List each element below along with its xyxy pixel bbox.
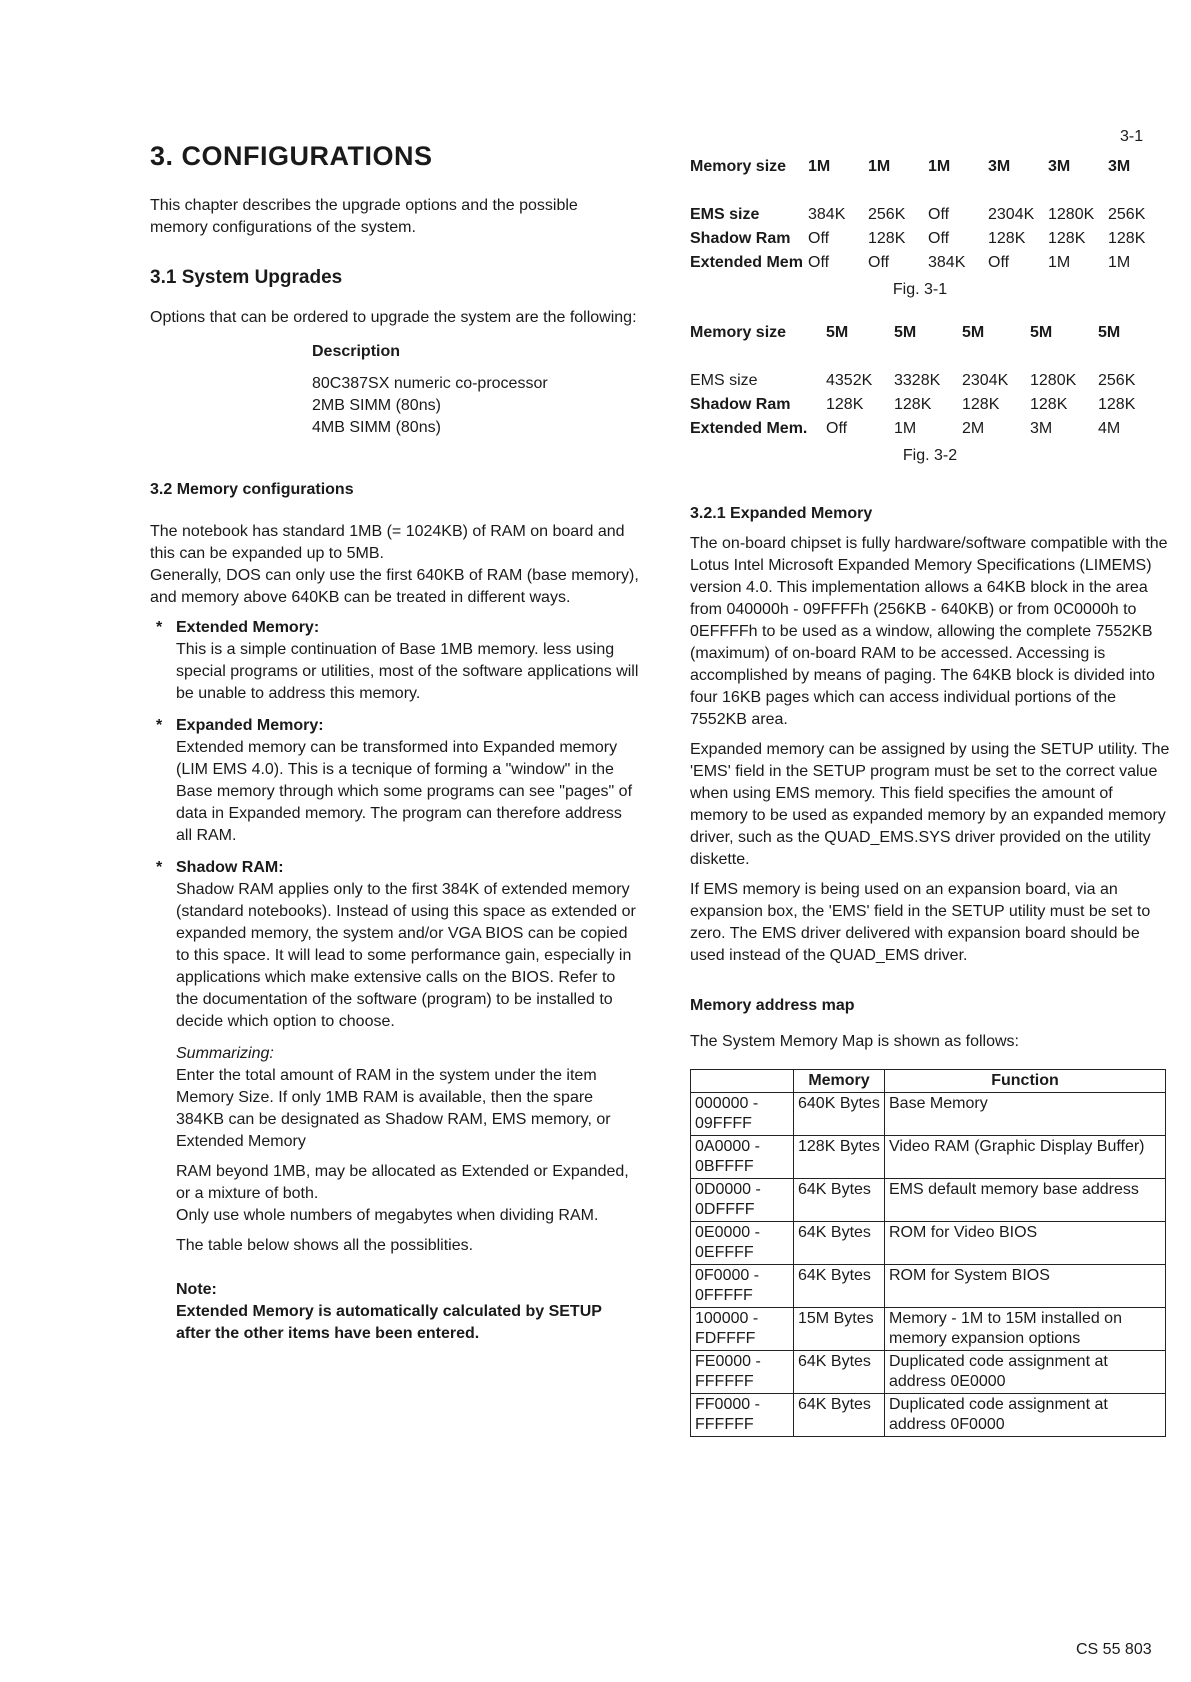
cell: 1M bbox=[894, 420, 917, 437]
cell: Off bbox=[928, 206, 950, 223]
ems-row bbox=[690, 203, 1158, 227]
bullet-expanded bbox=[150, 715, 640, 847]
table-row bbox=[691, 1351, 1166, 1394]
cell: 3M bbox=[1030, 420, 1053, 437]
col-address bbox=[691, 1070, 794, 1093]
cell: 128K bbox=[962, 396, 1000, 413]
bullet-star: * bbox=[156, 619, 163, 636]
bullet-title: Extended Memory: bbox=[176, 619, 320, 636]
expanded-p2: Expanded memory can be assigned by using the SETUP utility. The 'EMS' field in the SETUP program must be set to the correct value when using EMS memory. This field specifies the amount of memory to be used as expanded memory by an expanded memory driver, such as the QUAD_EMS.SYS driver provided on the utility diskette. bbox=[690, 741, 1170, 868]
cell: Off bbox=[988, 254, 1010, 271]
cell: 384K bbox=[928, 254, 966, 271]
mem-cell: 64K Bytes bbox=[794, 1222, 885, 1265]
cell: 5M bbox=[962, 324, 985, 341]
addr-cell: 0A0000 - 0BFFFF bbox=[691, 1136, 794, 1179]
ems-label: EMS size bbox=[690, 372, 758, 389]
cell: 1M bbox=[928, 158, 951, 175]
cell: 1M bbox=[1108, 254, 1131, 271]
upgrade-item: 80C387SX numeric co-processor bbox=[312, 375, 548, 392]
bullet-text: Shadow RAM applies only to the first 384K of extended memory (standard notebooks). Instead of using this space as extended or expanded memory, the system and/or VGA BIOS can be copied to this space. It will lead to some performance gain, especially in applications which make extensive calls on the BIOS. Refer to the documentation of the software (program) to be installed to decide which option to choose. bbox=[176, 881, 636, 1030]
cell: Off bbox=[928, 230, 950, 247]
right-column bbox=[690, 155, 1170, 1437]
cell: 4352K bbox=[826, 372, 873, 389]
col-memory: Memory bbox=[794, 1070, 885, 1093]
extended-label: Extended Mem. bbox=[690, 420, 808, 437]
extended-row bbox=[690, 251, 1158, 275]
fig-caption-2: Fig. 3-2 bbox=[902, 447, 958, 464]
upgrade-list bbox=[312, 341, 640, 439]
cell: 256K bbox=[1098, 372, 1136, 389]
memsize-row bbox=[690, 155, 1158, 179]
cell: 2304K bbox=[962, 372, 1009, 389]
cell: 5M bbox=[1098, 324, 1121, 341]
table-row bbox=[691, 1222, 1166, 1265]
memory-config-table-2 bbox=[690, 321, 1148, 441]
shadow-label: Shadow Ram bbox=[690, 396, 791, 413]
summary-block bbox=[150, 1043, 640, 1257]
upgrade-item: 2MB SIMM (80ns) bbox=[312, 397, 441, 414]
mem-cell: 15M Bytes bbox=[794, 1308, 885, 1351]
shadow-row bbox=[690, 227, 1158, 251]
func-cell: Duplicated code assignment at address 0E0000 bbox=[885, 1351, 1166, 1394]
bullet-extended bbox=[150, 617, 640, 705]
bullet-title: Shadow RAM: bbox=[176, 859, 284, 876]
cell: 5M bbox=[894, 324, 917, 341]
upgrade-desc-header: Description bbox=[312, 343, 401, 360]
cell: 256K bbox=[1108, 206, 1146, 223]
memconf-p1: The notebook has standard 1MB (= 1024KB) of RAM on board and this can be expanded up to 5MB. bbox=[150, 523, 625, 562]
memmap-intro: The System Memory Map is shown as follows: bbox=[690, 1033, 1019, 1050]
cell: 4M bbox=[1098, 420, 1121, 437]
bullet-title: Expanded Memory: bbox=[176, 717, 324, 734]
addr-cell: FE0000 - FFFFFF bbox=[691, 1351, 794, 1394]
func-cell: Memory - 1M to 15M installed on memory expansion options bbox=[885, 1308, 1166, 1351]
cell: 128K bbox=[894, 396, 932, 413]
summary-p4: The table below shows all the possiblities. bbox=[176, 1237, 474, 1254]
addr-cell: 000000 - 09FFFF bbox=[691, 1093, 794, 1136]
cell: 1M bbox=[1048, 254, 1071, 271]
mem-cell: 64K Bytes bbox=[794, 1351, 885, 1394]
cell: 1M bbox=[868, 158, 891, 175]
cell: 1M bbox=[808, 158, 831, 175]
cell: 256K bbox=[868, 206, 906, 223]
addr-cell: 0F0000 - 0FFFFF bbox=[691, 1265, 794, 1308]
note-text: Extended Memory is automatically calculated by SETUP after the other items have been entered. bbox=[176, 1303, 602, 1342]
bullet-star: * bbox=[156, 859, 163, 876]
memsize-label: Memory size bbox=[690, 324, 787, 341]
ems-row bbox=[690, 369, 1148, 393]
cell: 1280K bbox=[1048, 206, 1095, 223]
bullet-shadow bbox=[150, 857, 640, 1033]
summary-p3: Only use whole numbers of megabytes when dividing RAM. bbox=[176, 1207, 599, 1224]
memconf-p2: Generally, DOS can only use the first 640KB of RAM (base memory), and memory above 640KB can be treated in different ways. bbox=[150, 567, 639, 606]
memsize-row bbox=[690, 321, 1148, 345]
mem-cell: 64K Bytes bbox=[794, 1394, 885, 1437]
func-cell: EMS default memory base address bbox=[885, 1179, 1166, 1222]
addr-cell: 100000 - FDFFFF bbox=[691, 1308, 794, 1351]
table-row bbox=[691, 1136, 1166, 1179]
func-cell: ROM for System BIOS bbox=[885, 1265, 1166, 1308]
shadow-label: Shadow Ram bbox=[690, 230, 791, 247]
cell: 384K bbox=[808, 206, 846, 223]
table-row bbox=[691, 1265, 1166, 1308]
cell: Off bbox=[808, 230, 830, 247]
func-cell: Base Memory bbox=[885, 1093, 1166, 1136]
mem-cell: 128K Bytes bbox=[794, 1136, 885, 1179]
upgrades-heading: 3.1 System Upgrades bbox=[150, 267, 343, 288]
mem-cell: 64K Bytes bbox=[794, 1179, 885, 1222]
cell: Off bbox=[808, 254, 830, 271]
cell: 2304K bbox=[988, 206, 1035, 223]
chapter-title: 3. CONFIGURATIONS bbox=[150, 141, 433, 171]
upgrades-intro: Options that can be ordered to upgrade the system are the following: bbox=[150, 309, 637, 326]
mem-cell: 64K Bytes bbox=[794, 1265, 885, 1308]
memmap-header-row bbox=[691, 1070, 1166, 1093]
addr-cell: 0D0000 - 0DFFFF bbox=[691, 1179, 794, 1222]
addr-cell: 0E0000 - 0EFFFF bbox=[691, 1222, 794, 1265]
table-row bbox=[691, 1394, 1166, 1437]
cell: 5M bbox=[826, 324, 849, 341]
cell: 128K bbox=[1048, 230, 1086, 247]
func-cell: ROM for Video BIOS bbox=[885, 1222, 1166, 1265]
func-cell: Duplicated code assignment at address 0F0000 bbox=[885, 1394, 1166, 1437]
table-row bbox=[691, 1179, 1166, 1222]
cell: 128K bbox=[826, 396, 864, 413]
func-cell: Video RAM (Graphic Display Buffer) bbox=[885, 1136, 1166, 1179]
cell: 3328K bbox=[894, 372, 941, 389]
left-column bbox=[150, 140, 640, 1345]
extended-label: Extended Mem bbox=[690, 254, 803, 271]
note-heading: Note: bbox=[176, 1281, 217, 1298]
cell: Off bbox=[826, 420, 848, 437]
bullet-star: * bbox=[156, 717, 163, 734]
cell: 5M bbox=[1030, 324, 1053, 341]
cell: 2M bbox=[962, 420, 985, 437]
upgrade-item: 4MB SIMM (80ns) bbox=[312, 419, 441, 436]
table-row bbox=[691, 1093, 1166, 1136]
fig-caption-1: Fig. 3-1 bbox=[892, 281, 948, 298]
summary-p2: RAM beyond 1MB, may be allocated as Extended or Expanded, or a mixture of both. bbox=[176, 1163, 629, 1202]
memory-config-table-1 bbox=[690, 155, 1158, 275]
note-block bbox=[150, 1279, 640, 1345]
cell: 128K bbox=[1030, 396, 1068, 413]
cell: 1280K bbox=[1030, 372, 1077, 389]
expanded-heading: 3.2.1 Expanded Memory bbox=[690, 505, 873, 522]
memsize-label: Memory size bbox=[690, 158, 787, 175]
table-row bbox=[691, 1308, 1166, 1351]
document-code: CS 55 803 bbox=[1076, 1641, 1152, 1658]
expanded-p1: The on-board chipset is fully hardware/software compatible with the Lotus Intel Microsoft Expanded Memory Specifications (LIMEMS) version 4.0. This implementation allows a 64KB block in the area from 040000h - 09FFFFh (256KB - 640KB) or from 0C0000h to 0EFFFFh to be used as a window, allowing the complete 7552KB (maximum) of on-board RAM to be accessed. Accessing is accomplished by means of paging. The 64KB block is divided into four 16KB pages which can access individual portions of the 7552KB area. bbox=[690, 535, 1168, 728]
cell: 3M bbox=[988, 158, 1011, 175]
shadow-row bbox=[690, 393, 1148, 417]
cell: 128K bbox=[868, 230, 906, 247]
cell: 128K bbox=[1098, 396, 1136, 413]
memconf-heading: 3.2 Memory configurations bbox=[150, 481, 354, 498]
memmap-heading: Memory address map bbox=[690, 997, 855, 1014]
addr-cell: FF0000 - FFFFFF bbox=[691, 1394, 794, 1437]
page-number: 3-1 bbox=[1120, 128, 1144, 145]
chapter-intro: This chapter describes the upgrade options and the possible memory configurations of the system. bbox=[150, 197, 578, 236]
memory-map-table bbox=[690, 1069, 1166, 1437]
cell: 128K bbox=[988, 230, 1026, 247]
cell: 128K bbox=[1108, 230, 1146, 247]
bullet-text: This is a simple continuation of Base 1MB memory. less using special programs or utilities, most of the software applications will be unable to address this memory. bbox=[176, 641, 639, 702]
summary-heading: Summarizing: bbox=[176, 1045, 274, 1062]
bullet-text: Extended memory can be transformed into Expanded memory (LIM EMS 4.0). This is a tecnique of forming a "window" in the Base memory through which some programs can see "pages" of data in Expanded memory. The program can therefore address all RAM. bbox=[176, 739, 633, 844]
cell: 3M bbox=[1108, 158, 1131, 175]
ems-label: EMS size bbox=[690, 206, 760, 223]
cell: 3M bbox=[1048, 158, 1071, 175]
cell: Off bbox=[868, 254, 890, 271]
mem-cell: 640K Bytes bbox=[794, 1093, 885, 1136]
extended-row bbox=[690, 417, 1148, 441]
summary-p1: Enter the total amount of RAM in the system under the item Memory Size. If only 1MB RAM is available, then the spare 384KB can be designated as Shadow RAM, EMS memory, or Extended Memory bbox=[176, 1067, 611, 1150]
expanded-p3: If EMS memory is being used on an expansion board, via an expansion box, the 'EMS' field in the SETUP utility must be set to zero. The EMS driver delivered with expansion board should be used instead of the QUAD_EMS driver. bbox=[690, 881, 1151, 964]
col-function: Function bbox=[885, 1070, 1166, 1093]
